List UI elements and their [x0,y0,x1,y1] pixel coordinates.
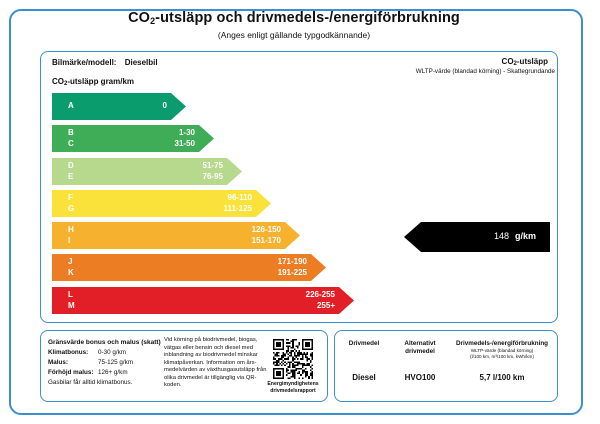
band-letter: D [68,161,74,170]
band-letters [68,290,75,311]
marker-unit: g/km [515,231,537,241]
fuel-col-head: Drivmedel [348,340,380,347]
bonus-footnote: Gasbilar får alltid klimatbonus. [48,379,133,386]
band-de [52,158,242,185]
band-letters [68,101,74,112]
bonus-row-climate: Klimatbonus: 0-30 g/km [48,349,126,356]
band-range: 171-190 [277,257,307,266]
band-ranges [252,225,281,246]
bonus-row-raised-malus: Förhöjd malus: 126+ g/km [48,369,128,376]
band-letters [68,257,74,278]
band-lm [52,287,354,314]
band-letter: A [68,101,74,110]
bonus-title: Gränsvärde bonus och malus (skatt) [48,339,161,346]
band-range: 151-170 [251,235,281,245]
band-letter: I [68,235,71,245]
band-letter: C [68,138,74,148]
consumption-col-sub: WLTP-värde (blandad körning) (l/100 km, m³/100 km, kWh/km) [470,348,534,359]
consumption-col-head: Drivmedels-/energiförbrukning [455,340,549,347]
consumption-value: 5,7 l/100 km [479,373,525,382]
band-range: 111-125 [223,203,252,213]
band-letters [68,128,74,149]
band-ranges [224,193,252,214]
band-letters [68,193,74,214]
band-range: 76-95 [202,171,223,181]
qr-caption: Energimyndighetens drivmedelsrapport [267,381,319,394]
co2-value-subtitle: WLTP-värde (blandad körning) - Skattegrundande [415,68,555,75]
band-range: 126-150 [251,225,281,234]
band-range: 31-50 [174,138,195,148]
scale-label: $CO_2$-utsläpp gram/km [52,77,135,87]
band-letter: H [68,225,74,234]
marker-text [494,231,536,241]
band-range: 255+ [316,300,335,310]
biofuel-info-text: Vid körning på biodrivmedel, biogas, vätgas eller bensin och diesel med inblandning av biodrivmedel minskar klimatpåverkan. Information om års- medelvärden av växthusgasutsläpp från olika drivmedel är tillgänglig via QR-koden. [164,337,267,388]
co2-marker [404,222,550,252]
band-letter: F [68,193,73,202]
band-ranges [163,101,167,112]
page-title: $CO_2$-utsläpp och drivmedels-/energiförbrukning [128,10,460,26]
band-range: 0 [162,101,167,110]
model-value: Dieselbil [124,58,158,67]
model-label: Bilmärke/modell: [52,58,117,67]
co2-value-title: $CO_2$-utsläpp [501,57,548,67]
band-range: 191-225 [277,267,307,277]
band-bc [52,125,214,152]
band-hi [52,222,300,249]
band-ranges [306,290,335,311]
band-a [52,93,186,120]
band-letters [68,225,74,246]
band-range: 226-255 [305,290,335,299]
band-letters [68,161,74,182]
alt-fuel-col-head: Alternativt drivmedel [404,340,436,355]
band-range: 96-110 [227,193,252,202]
marker-value: 148 [494,231,510,241]
model-row [52,58,158,67]
band-ranges [278,257,307,278]
band-letter: L [68,290,73,299]
band-range: 1-30 [178,128,195,137]
band-letter: B [68,128,74,137]
qr-code-icon[interactable] [273,339,313,379]
band-letter: K [68,267,74,277]
alt-fuel-value: HVO100 [404,373,436,382]
band-jk [52,254,326,281]
band-ranges [175,128,195,149]
page-subtitle: (Anges enligt gällande typgodkännande) [217,30,371,40]
band-letter: J [68,257,73,266]
bonus-row-malus: Malus: 75-125 g/km [48,359,134,366]
band-letter: G [68,203,75,213]
fuel-value: Diesel [352,373,376,382]
band-ranges [203,161,223,182]
band-letter: M [68,300,75,310]
band-letter: E [68,171,74,181]
band-fg [52,190,271,217]
emission-panel [40,51,558,323]
band-range: 51-75 [202,161,223,170]
